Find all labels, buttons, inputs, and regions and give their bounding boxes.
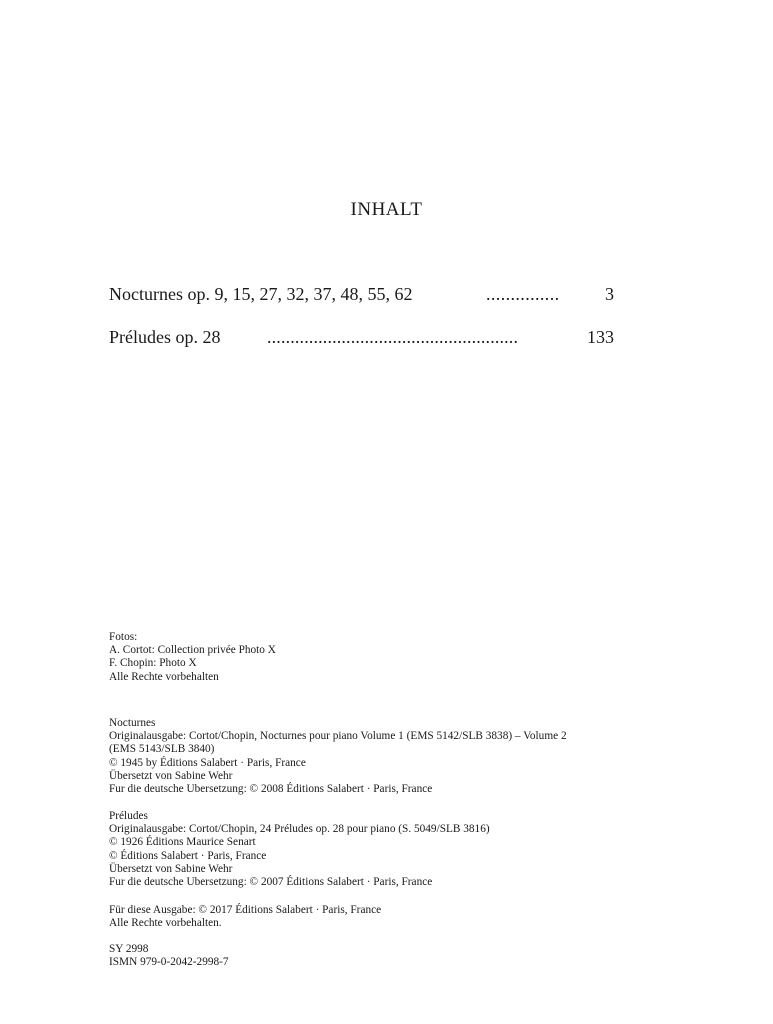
- photo-credits: [109, 631, 709, 684]
- edition-credits: [109, 904, 709, 930]
- nocturnes-original-edition: Originalausgabe: Cortot/Chopin, Nocturnes pour piano Volume 1 (EMS 5142/SLB 3838) – Volume 2: [109, 730, 567, 743]
- nocturnes-translator: Übersetzt von Sabine Wehr: [109, 769, 233, 782]
- nocturnes-original-edition-cont: (EMS 5143/SLB 3840): [109, 743, 215, 756]
- toc-entry-title: Nocturnes op. 9, 15, 27, 32, 37, 48, 55, 62: [109, 284, 413, 304]
- toc-leader-dots: ...............: [486, 284, 560, 304]
- identifiers: [109, 943, 709, 969]
- preludes-credits: [109, 810, 709, 889]
- nocturnes-heading: Nocturnes: [109, 717, 156, 729]
- catalog-number: SY 2998: [109, 943, 149, 955]
- nocturnes-translation-rights: Fur die deutsche Ubersetzung: © 2008 Éditions Salabert · Paris, France: [109, 782, 433, 795]
- nocturnes-copyright: © 1945 by Éditions Salabert · Paris, France: [109, 756, 306, 769]
- photo-rights: Alle Rechte vorbehalten: [109, 670, 219, 683]
- toc-leader-dots: ......................................................: [267, 327, 519, 347]
- ismn-number: ISMN 979-0-2042-2998-7: [109, 956, 229, 969]
- page-title: INHALT: [350, 199, 423, 220]
- photo-credit-chopin: F. Chopin: Photo X: [109, 657, 197, 670]
- edition-rights: Alle Rechte vorbehalten.: [109, 917, 222, 930]
- toc-page-number: 133: [587, 327, 614, 347]
- toc-entry-nocturnes[interactable]: [109, 284, 614, 308]
- photo-credits-heading: Fotos:: [109, 631, 138, 643]
- toc-entry-title: Préludes op. 28: [109, 327, 221, 347]
- preludes-heading: Préludes: [109, 810, 148, 822]
- preludes-copyright-salabert: © Éditions Salabert · Paris, France: [109, 849, 267, 862]
- toc-page-number: 3: [605, 284, 614, 304]
- nocturnes-credits: [109, 717, 709, 796]
- edition-copyright: Für diese Ausgabe: © 2017 Éditions Salabert · Paris, France: [109, 904, 382, 916]
- preludes-translation-rights: Fur die deutsche Ubersetzung: © 2007 Éditions Salabert · Paris, France: [109, 875, 433, 888]
- toc-entry-preludes[interactable]: [109, 327, 614, 351]
- preludes-copyright-senart: © 1926 Éditions Maurice Senart: [109, 836, 256, 849]
- photo-credit-cortot: A. Cortot: Collection privée Photo X: [109, 644, 276, 657]
- preludes-original-edition: Originalausgabe: Cortot/Chopin, 24 Préludes op. 28 pour piano (S. 5049/SLB 3816): [109, 823, 490, 836]
- preludes-translator: Übersetzt von Sabine Wehr: [109, 862, 233, 875]
